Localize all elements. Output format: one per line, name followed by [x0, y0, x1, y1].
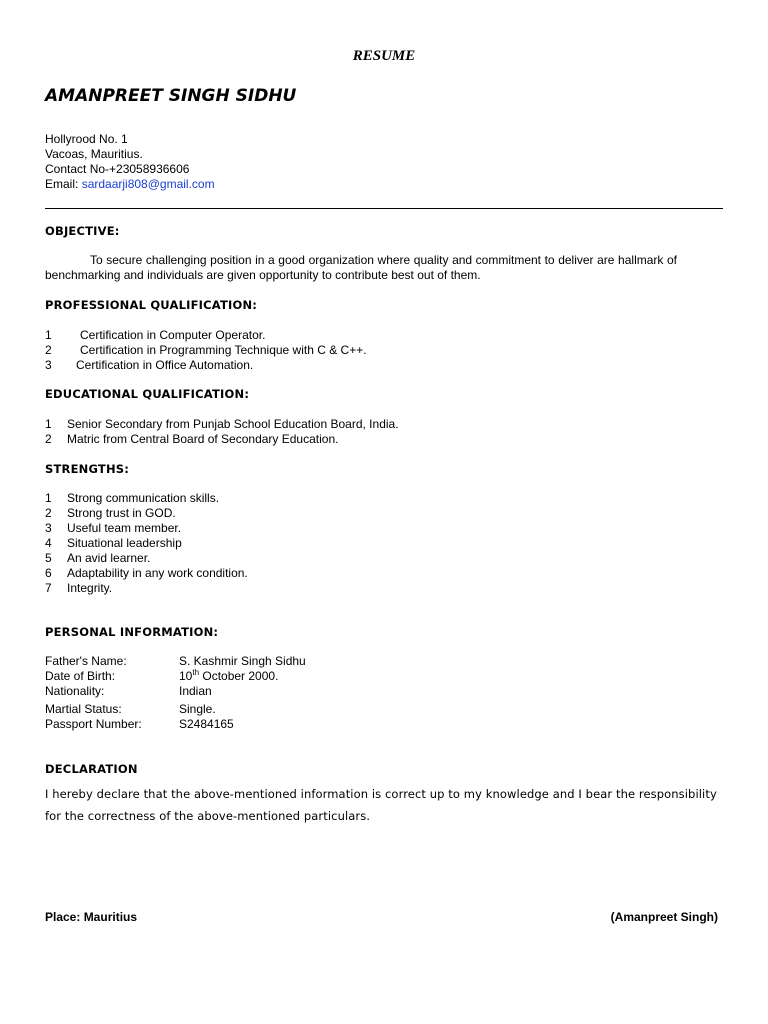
list-item: 6 Adaptability in any work condition.	[45, 566, 248, 580]
dob-label: Date of Birth:	[45, 669, 116, 683]
declaration-heading: DECLARATION	[45, 762, 138, 776]
address-line-1: Hollyrood No. 1	[45, 132, 128, 146]
header-divider	[45, 208, 723, 209]
email-label: Email:	[45, 177, 82, 191]
marital-value: Single.	[179, 702, 216, 716]
educational-heading: EDUCATIONAL QUALIFICATION:	[45, 387, 250, 401]
declaration-text: I hereby declare that the above-mentioned information is correct up to my knowledge and I bear the responsibility for the correctness of the above-mentioned particulars.	[45, 787, 717, 823]
place-label: Place: Mauritius	[45, 910, 138, 924]
passport-label: Passport Number:	[45, 717, 142, 731]
list-item: 1 Strong communication skills.	[45, 491, 220, 505]
list-item: 2 Matric from Central Board of Secondary Education.	[45, 432, 339, 446]
personal-row	[45, 717, 306, 732]
signature-name: (Amanpreet Singh)	[610, 910, 718, 924]
list-item: 7 Integrity.	[45, 581, 113, 595]
candidate-name: AMANPREET SINGH SIDHU	[45, 86, 297, 106]
objective-paragraph: To secure challenging position in a good organization where quality and commitment to deliver are hallmark of benchmarking and individuals are given opportunity to contribute best out of them.	[45, 253, 677, 282]
fathers-name-value: S. Kashmir Singh Sidhu	[179, 654, 306, 668]
personal-info-table	[45, 654, 306, 732]
professional-list	[45, 328, 367, 373]
document-title: RESUME	[352, 48, 416, 64]
marital-label: Martial Status:	[45, 702, 122, 716]
list-item: 2 Certification in Programming Technique with C & C++.	[45, 343, 367, 357]
personal-row	[45, 702, 306, 717]
educational-list	[45, 417, 399, 447]
personal-row	[45, 684, 306, 699]
strengths-heading: STRENGTHS:	[45, 462, 130, 476]
list-item: 2 Strong trust in GOD.	[45, 506, 176, 520]
objective-text	[45, 253, 677, 283]
strengths-list	[45, 491, 248, 596]
list-item: 1 Senior Secondary from Punjab School Education Board, India.	[45, 417, 399, 431]
phone-number: Contact No-+23058936606	[45, 162, 190, 176]
contact-block	[45, 132, 215, 192]
objective-heading: OBJECTIVE:	[45, 224, 120, 238]
list-item: 5 An avid learner.	[45, 551, 151, 565]
list-item: 3 Useful team member.	[45, 521, 182, 535]
personal-row	[45, 669, 306, 684]
nationality-value: Indian	[179, 684, 212, 698]
personal-heading: PERSONAL INFORMATION:	[45, 625, 219, 639]
list-item: 1 Certification in Computer Operator.	[45, 328, 266, 342]
personal-row	[45, 654, 306, 669]
nationality-label: Nationality:	[45, 684, 105, 698]
list-item: 3 Certification in Office Automation.	[45, 358, 254, 372]
email-link[interactable]: sardaarji808@gmail.com	[81, 177, 215, 191]
passport-value: S2484165	[179, 717, 234, 731]
professional-heading: PROFESSIONAL QUALIFICATION:	[45, 298, 258, 312]
list-item: 4 Situational leadership	[45, 536, 182, 550]
dob-value: 10th October 2000.	[179, 668, 279, 683]
fathers-name-label: Father's Name:	[45, 654, 127, 668]
email-line	[45, 177, 215, 192]
address-line-2: Vacoas, Mauritius.	[45, 147, 143, 161]
